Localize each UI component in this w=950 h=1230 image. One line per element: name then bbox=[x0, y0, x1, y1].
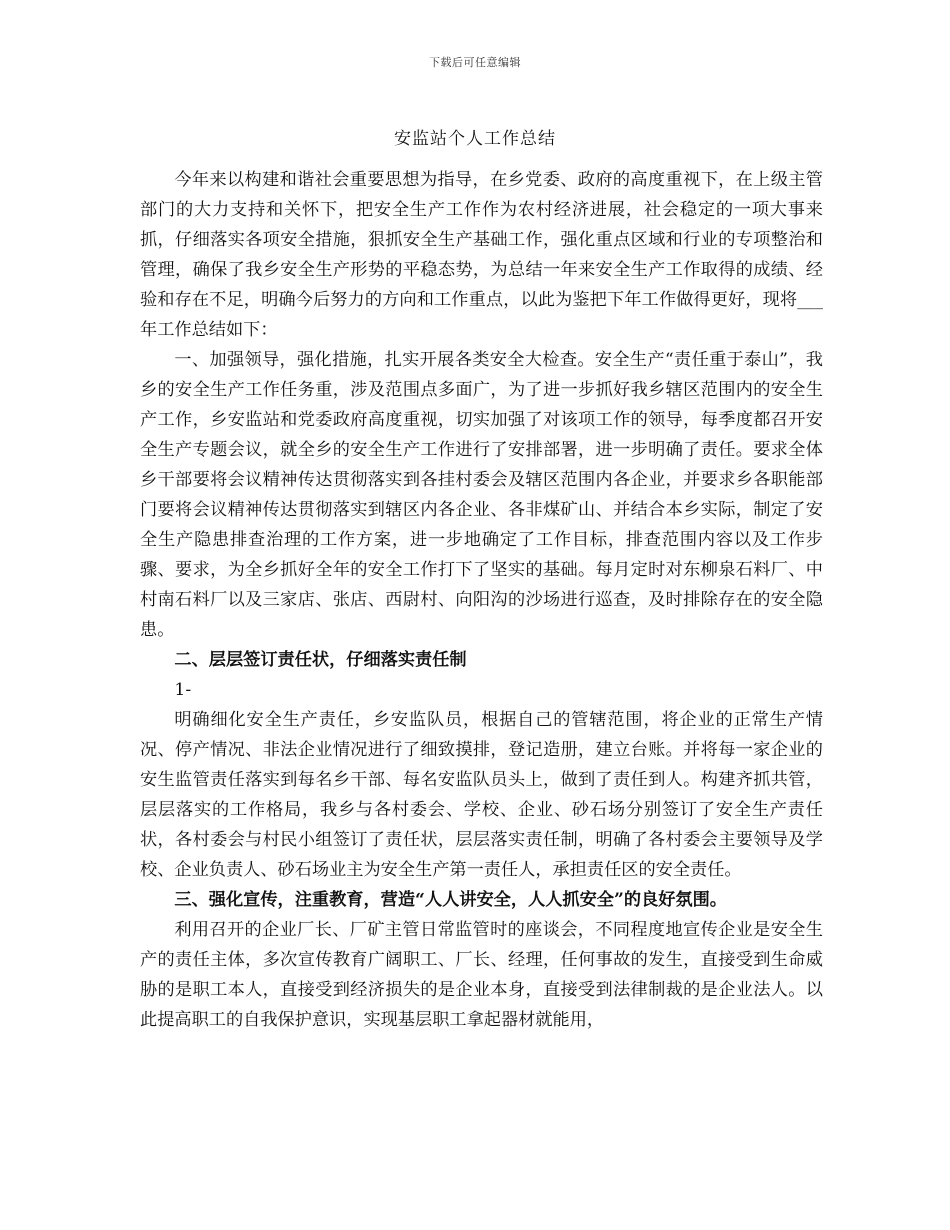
page-number: 1- bbox=[174, 680, 192, 700]
document-title: 安监站个人工作总结 bbox=[394, 129, 556, 149]
document-body bbox=[140, 165, 823, 1035]
paragraph-section-1: 一、加强领导，强化措施，扎实开展各类安全大检查。安全生产“责任重于泰山”，我乡的安全生产工作任务重，涉及范围点多面广，为了进一步抓好我乡辖区范围内的安全生产工作，乡安监站和党委政府高度重视，切实加强了对该项工作的领导，每季度都召开安全生产专题会议，就全乡的安全生产工作进行了安排部署，进一步明确了责任。要求全体乡干部要将会议精神传达贯彻落实到各挂村委会及辖区范围内各企业，并要求乡各职能部门要将会议精神传达贯彻落实到辖区内各企业、各非煤矿山、并结合本乡实际，制定了安全生产隐患排查治理的工作方案，进一步地确定了工作目标，排查范围内容以及工作步骤、要求，为全乡抓好全年的安全工作打下了坚实的基础。每月定时对东柳泉石料厂、中村南石料厂以及三家店、张店、西尉村、向阳沟的沙场进行巡查，及时排除存在的安全隐患。 bbox=[140, 350, 823, 640]
section-heading-3: 三、强化宣传，注重教育，营造“人人讲安全，人人抓安全”的良好氛围。 bbox=[174, 890, 727, 910]
paragraph-section-3: 利用召开的企业厂长、厂矿主管日常监管时的座谈会，不同程度地宣传企业是安全生产的责任主体，多次宣传教育广阔职工、厂长、经理，任何事故的发生，直接受到生命威胁的是职工本人，直接受到经济损失的是企业本身，直接受到法律制裁的是企业法人。以此提高职工的自我保护意识，实现基层职工拿起器材就能用， bbox=[140, 920, 823, 1030]
section-heading-2: 二、层层签订责任状，仔细落实责任制 bbox=[174, 650, 467, 670]
paragraph-section-2: 明确细化安全生产责任，乡安监队员，根据自己的管辖范围，将企业的正常生产情况、停产情况、非法企业情况进行了细致摸排，登记造册，建立台账。并将每一家企业的安生监管责任落实到每名乡干部、每名安监队员头上，做到了责任到人。构建齐抓共管，层层落实的工作格局，我乡与各村委会、学校、企业、砂石场分别签订了安全生产责任状，各村委会与村民小组签订了责任状，层层落实责任制，明确了各村委会主要领导及学校、企业负责人、砂石场业主为安全生产第一责任人，承担责任区的安全责任。 bbox=[140, 710, 823, 880]
header-note: 下载后可任意编辑 bbox=[429, 56, 521, 69]
paragraph-intro: 今年来以构建和谐社会重要思想为指导，在乡党委、政府的高度重视下，在上级主管部门的大力支持和关怀下，把安全生产工作作为农村经济进展，社会稳定的一项大事来抓，仔细落实各项安全措施，狠抓安全生产基础工作，强化重点区域和行业的专项整治和管理，确保了我乡安全生产形势的平稳态势，为总结一年来安全生产工作取得的成绩、经验和存在不足，明确今后努力的方向和工作重点，以此为鉴把下年工作做得更好，现将___年工作总结如下： bbox=[140, 170, 823, 340]
